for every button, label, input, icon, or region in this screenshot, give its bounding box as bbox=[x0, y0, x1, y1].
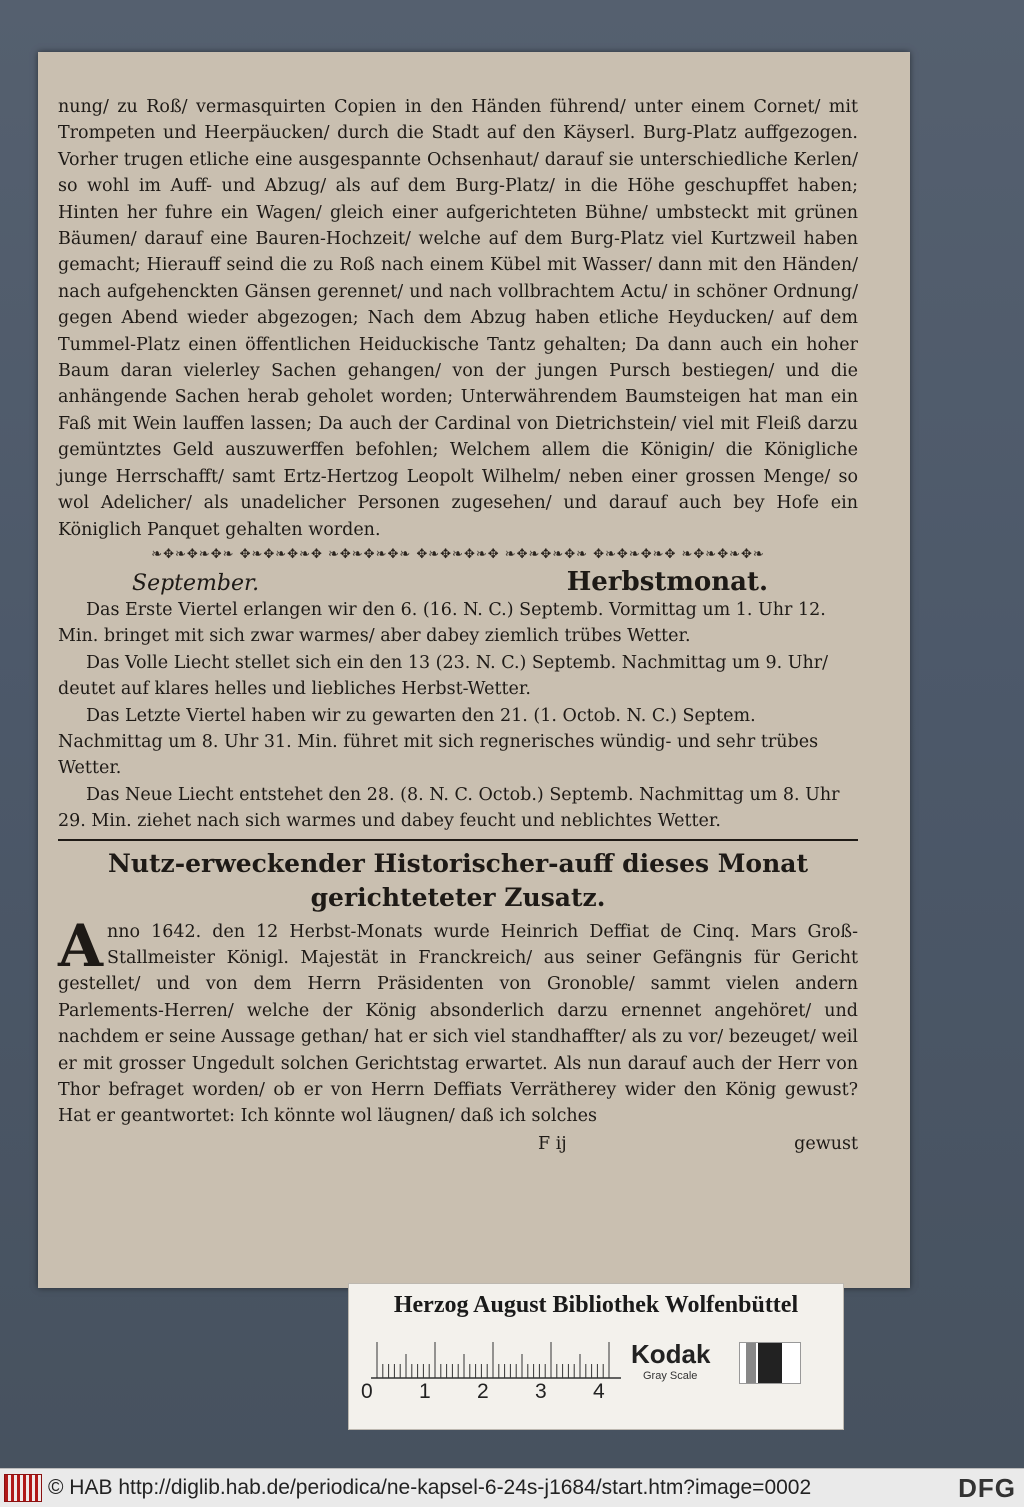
section-heading: Nutz-erweckender Historischer-auff dieses Monat gerichteteter Zusatz. bbox=[107, 848, 809, 912]
drop-cap: A bbox=[58, 911, 104, 980]
ruler-number: 3 bbox=[535, 1380, 547, 1403]
ruler-number: 1 bbox=[419, 1380, 431, 1403]
month-german: Herbstmonat. bbox=[566, 566, 768, 597]
moon-phase-full-moon: Das Volle Liecht stellet sich ein den 13 (23. N. C.) Septemb. Nachmittag um 9. Uhr/ deutet auf klares helles und liebliches Herbst-Wetter. bbox=[58, 652, 829, 700]
ruler-number: 4 bbox=[593, 1380, 605, 1403]
kodak-logo: Kodak bbox=[631, 1339, 711, 1369]
barcode-icon bbox=[4, 1474, 42, 1502]
ruler-scale bbox=[371, 1338, 621, 1380]
library-label-card bbox=[348, 1283, 844, 1430]
ornament-divider: ❧✥❧✥❧✥❧ ✥❧✥❧✥❧✥ ❧✥❧✥❧✥❧ ✥❧✥❧✥❧✥ ❧✥❧✥❧✥❧ ✥❧✥❧✥❧✥ ❧✥❧✥❧✥❧ bbox=[151, 546, 765, 562]
gray-scale-patch bbox=[739, 1342, 801, 1384]
viewer-footer-bar bbox=[0, 1468, 1024, 1507]
moon-phase-first-quarter: Das Erste Viertel erlangen wir den 6. (16. N. C.) Septemb. Vormittag um 1. Uhr 12. Min. bringet mit sich zwar warmes/ aber dabey ziemlich trübes Wetter. bbox=[58, 599, 826, 647]
ruler-number: 2 bbox=[477, 1380, 489, 1403]
page-footer-line bbox=[58, 1132, 858, 1156]
paragraph-festivities: nung/ zu Roß/ vermasquirten Copien in den Händen führend/ unter einem Cornet/ mit Trompeten und Heerpäucken/ durch die Stadt auf den Käyserl. Burg-Platz auffgezogen. Vorher trugen etliche eine ausgespannte Ochsenhaut/ darauf sie unterschiedliche Kerlen/ so wohl im Auff- und Abzug/ als auf dem Burg-Platz/ in die Höhe geschupffet haben; Hinten her fuhre ein Wagen/ gleich einer aufgerichteten Bühne/ umbsteckt mit grünen Bäumen/ darauf eine Bauren-Hochzeit/ welche auf dem Burg-Platz viel Kurtzweil haben gemacht; Hierauff seind die zu Roß nach einem Kübel mit Wasser/ dann mit den Händen/ nach aufgehenckten Gänsen gerennet/ und nach vollbrachtem Actu/ in schöner Ordnung/ gegen Abend wieder abgezogen; Nach dem Abzug haben etliche Heyducken/ auf dem Tummel-Platz einen öffentlichen Heiduckische Tantz gehalten; Da dann auch ein hoher Baum daran vielerley Sachen gehangen/ von der jungen Pursch bestiegen/ und die anhängende Sachen herab geholet worden; Unterwährendem Baumsteigen hat man ein Faß mit Wein lauffen lassen; Da auch der Cardinal von Dietrichstein/ viel mit Fleiß darzu gemüntztes Geld auszuwerffen befohlen; Welchem allem die Königin/ die Königliche junge Herrschafft/ samt Ertz-Hertzog Leopolt Wilhelm/ neben einer grossen Menge/ so wol Adelicher/ als unadelicher Personen zugesehen/ und darauf auch bey Hofe ein Königlich Panquet gehalten worden. bbox=[58, 97, 858, 540]
catchword: gewust bbox=[794, 1133, 858, 1154]
ruler-number: 0 bbox=[361, 1380, 373, 1403]
dfg-logo: DFG bbox=[958, 1472, 1016, 1503]
document-page bbox=[38, 52, 910, 1288]
month-header bbox=[58, 567, 858, 597]
historical-paragraph bbox=[58, 911, 858, 1130]
ruler-numbers bbox=[361, 1380, 621, 1406]
library-title: Herzog August Bibliothek Wolfenbüttel bbox=[393, 1292, 799, 1318]
historical-text: nno 1642. den 12 Herbst-Monats wurde Heinrich Deffiat de Cinq. Mars Groß-Stallmeister Königl. Majestät in Franckreich/ aus seiner Gefängnis für Gericht gestellet/ und von dem Herrn Präsidenten von Gronoble/ sammt vielen andern Parlements-Herren/ welche der König absonderlich darzu ernennet angehöret/ und nachdem er seine Aussage gethan/ hat er sich viel standhaffter/ als zu vor/ bezeuget/ weil er mit grosser Ungedult solchen Gerichtstag erwartet. Als nun darauf auch der Herr von Thor befraget worden/ ob er von Herrn Deffiats Verrätherey wider den König gewust? Hat er geantwortet: Ich könnte wol läugnen/ daß ich solches bbox=[58, 921, 858, 1127]
page-content bbox=[58, 94, 858, 1156]
source-url-text[interactable]: © HAB http://diglib.hab.de/periodica/ne-kapsel-6-24s-j1684/start.htm?image=0002 bbox=[48, 1476, 812, 1499]
gray-patch-mid bbox=[746, 1343, 756, 1383]
gray-scale-label: Gray Scale bbox=[643, 1370, 698, 1382]
section-rule bbox=[58, 839, 858, 841]
moon-phase-last-quarter: Das Letzte Viertel haben wir zu gewarten den 21. (1. Octob. N. C.) Septem. Nachmittag um 8. Uhr 31. Min. führet mit sich regnerisches wündig- und sehr trübes Wetter. bbox=[58, 705, 819, 779]
gray-patch-dark bbox=[758, 1343, 782, 1383]
month-latin: September. bbox=[132, 570, 260, 596]
moon-phase-new-moon: Das Neue Liecht entstehet den 28. (8. N. C. Octob.) Septemb. Nachmittag um 8. Uhr 29. Min. ziehet nach sich warmes und dabey feucht und neblichtes Wetter. bbox=[58, 784, 840, 832]
signature-mark: F ij bbox=[538, 1133, 567, 1154]
